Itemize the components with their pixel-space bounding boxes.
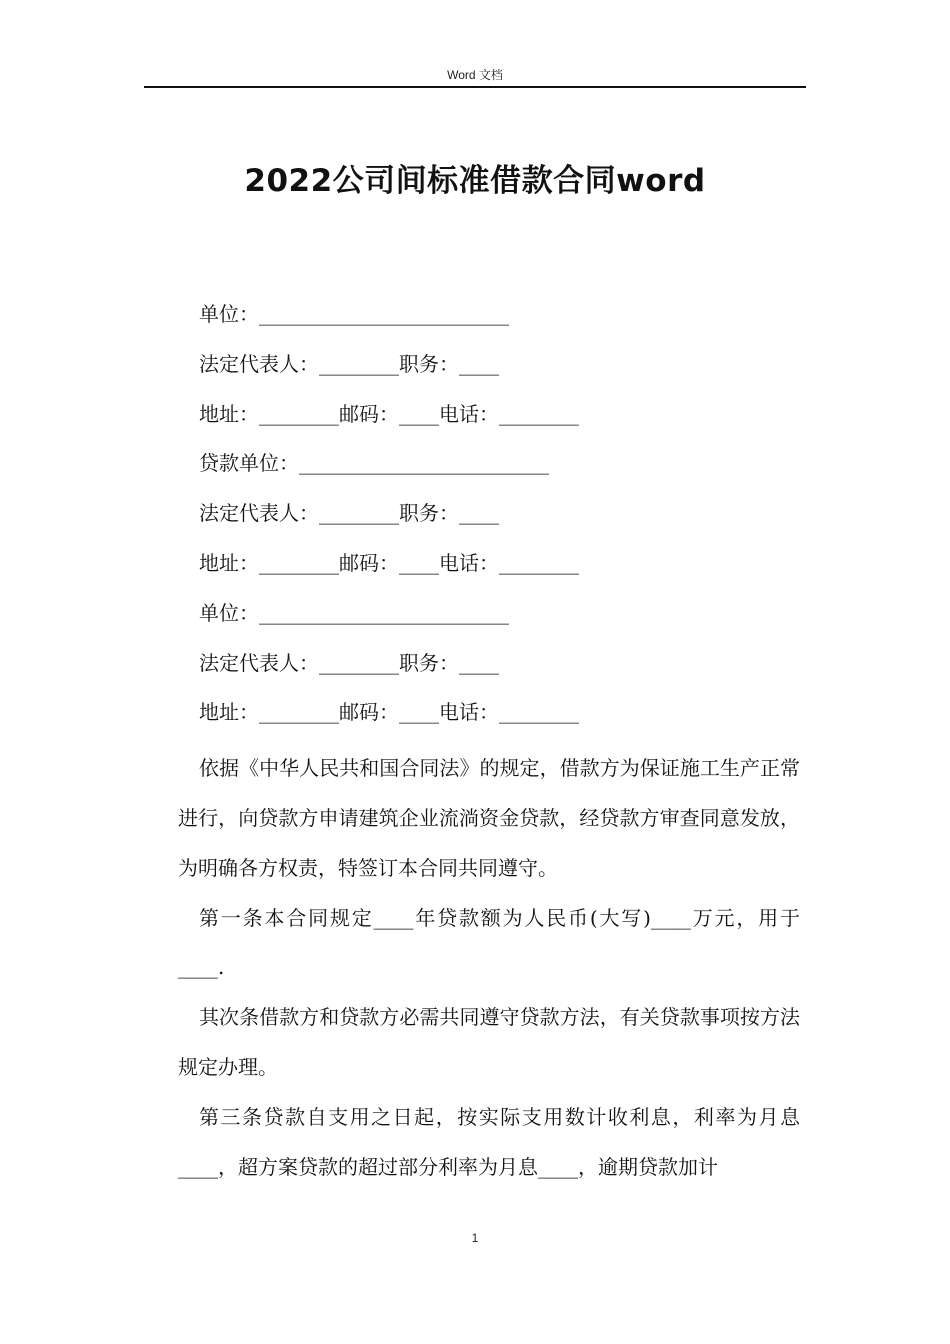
paragraph-article-2: 其次条借款方和贷款方必需共同遵守贷款方法，有关贷款事项按方法规定办理。	[178, 1005, 800, 1079]
field-line-legal-rep: 法定代表人：________职务：____	[199, 650, 499, 675]
field-line-lender-unit: 贷款单位：_________________________	[199, 451, 549, 476]
paragraph-article-1: 第一条本合同规定____年贷款额为人民币(大写)____万元，用于____.	[178, 905, 800, 980]
field-line-unit: 单位：_________________________	[199, 302, 509, 326]
document-title: 2022公司间标准借款合同word	[244, 163, 706, 199]
paragraph-article-3: 第三条贷款自支用之日起，按实际支用数计收利息，利率为月息____，超方案贷款的超过部分利率为月息____，逾期贷款加计	[178, 1104, 800, 1179]
page-number: 1	[471, 1231, 479, 1245]
field-line-legal-rep: 法定代表人：________职务：____	[199, 501, 499, 526]
field-line-unit: 单位：_________________________	[199, 600, 509, 625]
field-line-address: 地址：________邮码：____电话：________	[199, 700, 579, 725]
paragraph-preamble: 依据《中华人民共和国合同法》的规定，借款方为保证施工生产正常进行，向贷款方申请建筑企业流淌资金贷款，经贷款方审查同意发放，为明确各方权责，特签订本合同共同遵守。	[178, 756, 800, 880]
field-line-address: 地址：________邮码：____电话：________	[199, 550, 579, 575]
header-rule	[144, 86, 806, 88]
document-body	[178, 296, 800, 1192]
field-line-address: 地址：________邮码：____电话：________	[199, 401, 579, 426]
field-line-legal-rep: 法定代表人：________职务：____	[199, 351, 499, 376]
page-header: Word 文档	[447, 68, 503, 82]
